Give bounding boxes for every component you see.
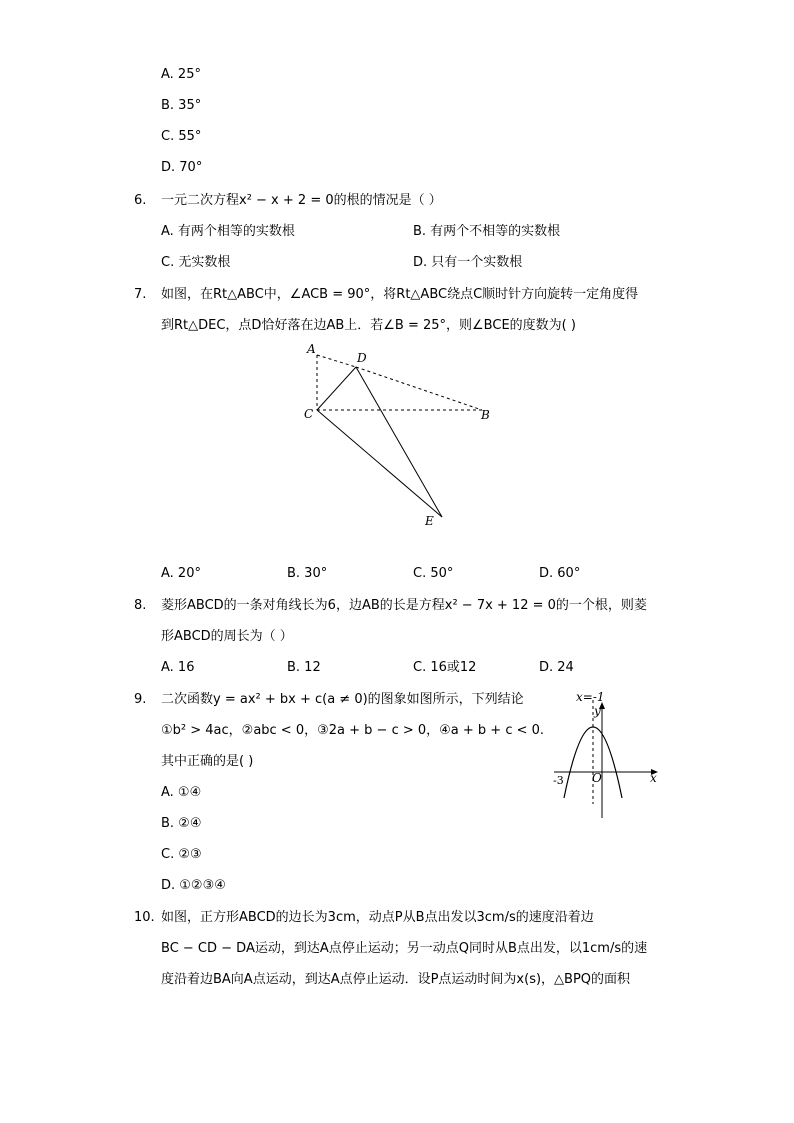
q9-option-a: A. ①④ xyxy=(161,785,202,800)
q10-stem-line1: 如图，正方形ABCD的边长为3cm，动点P从B点出发以3cm/s的速度沿着边 xyxy=(161,910,594,925)
q7-triangle-figure xyxy=(296,340,506,532)
q5-option-a: A. 25° xyxy=(161,67,201,82)
q9-stem-line1: 二次函数y = ax² + bx + c(a ≠ 0)的图象如图所示，下列结论 xyxy=(161,692,524,707)
q7-stem-line2: 到Rt△DEC，点D恰好落在边AB上．若∠B = 25°，则∠BCE的度数为( ) xyxy=(161,318,576,333)
q8-option-d: D. 24 xyxy=(539,660,574,675)
q6-number: 6. xyxy=(134,193,147,208)
segment-de xyxy=(356,367,442,517)
q5-option-d: D. 70° xyxy=(161,160,203,175)
label-b: B xyxy=(481,408,490,422)
symmetry-label: x=-1 xyxy=(576,690,605,704)
segment-dc xyxy=(317,367,356,410)
q9-stem-line2: ①b² > 4ac，②abc < 0，③2a + b − c > 0，④a + b + c < 0. xyxy=(161,723,545,738)
tick-neg3: -3 xyxy=(553,774,564,787)
q9-option-b: B. ②④ xyxy=(161,816,202,831)
q8-stem-line1: 菱形ABCD的一条对角线长为6，边AB的长是方程x² − 7x + 12 = 0的一个根，则菱 xyxy=(161,598,647,613)
segment-ad xyxy=(317,355,356,367)
y-label: y xyxy=(594,704,601,718)
q6-stem: 一元二次方程x² − x + 2 = 0的根的情况是（ ） xyxy=(161,193,442,208)
label-c: C xyxy=(304,407,314,421)
q9-number: 9. xyxy=(134,692,147,707)
segment-db xyxy=(356,367,482,410)
q9-stem-line3: 其中正确的是( ) xyxy=(161,754,254,769)
origin-label: O xyxy=(592,771,602,785)
q9-parabola-figure xyxy=(548,686,664,822)
q6-option-a: A. 有两个相等的实数根 xyxy=(161,224,295,239)
q10-number: 10. xyxy=(134,910,155,925)
label-e: E xyxy=(425,514,434,528)
label-a: A xyxy=(307,342,316,356)
q9-option-c: C. ②③ xyxy=(161,847,202,862)
q7-option-d: D. 60° xyxy=(539,566,581,581)
q6-option-d: D. 只有一个实数根 xyxy=(413,255,523,270)
q7-option-b: B. 30° xyxy=(287,566,328,581)
q6-option-c: C. 无实数根 xyxy=(161,255,231,270)
q7-option-a: A. 20° xyxy=(161,566,201,581)
q7-number: 7. xyxy=(134,287,147,302)
q5-option-c: C. 55° xyxy=(161,129,202,144)
q5-option-b: B. 35° xyxy=(161,98,202,113)
label-d: D xyxy=(357,351,367,365)
q9-option-d: D. ①②③④ xyxy=(161,878,226,893)
q10-stem-line2: BC − CD − DA运动，到达A点停止运动；另一动点Q同时从B点出发，以1cm/s的速 xyxy=(161,941,648,956)
q8-option-b: B. 12 xyxy=(287,660,321,675)
q8-option-c: C. 16或12 xyxy=(413,660,477,675)
q10-stem-line3: 度沿着边BA向A点运动，到达A点停止运动．设P点运动时间为x(s)，△BPQ的面积 xyxy=(161,972,631,987)
q8-stem-line2: 形ABCD的周长为（ ） xyxy=(161,629,293,644)
q7-stem-line1: 如图，在Rt△ABC中，∠ACB = 90°，将Rt△ABC绕点C顺时针方向旋转一定角度得 xyxy=(161,287,639,302)
q8-number: 8. xyxy=(134,598,147,613)
q8-option-a: A. 16 xyxy=(161,660,195,675)
segment-ce xyxy=(317,410,442,517)
x-label: x xyxy=(650,771,657,785)
q7-option-c: C. 50° xyxy=(413,566,454,581)
q6-option-b: B. 有两个不相等的实数根 xyxy=(413,224,561,239)
